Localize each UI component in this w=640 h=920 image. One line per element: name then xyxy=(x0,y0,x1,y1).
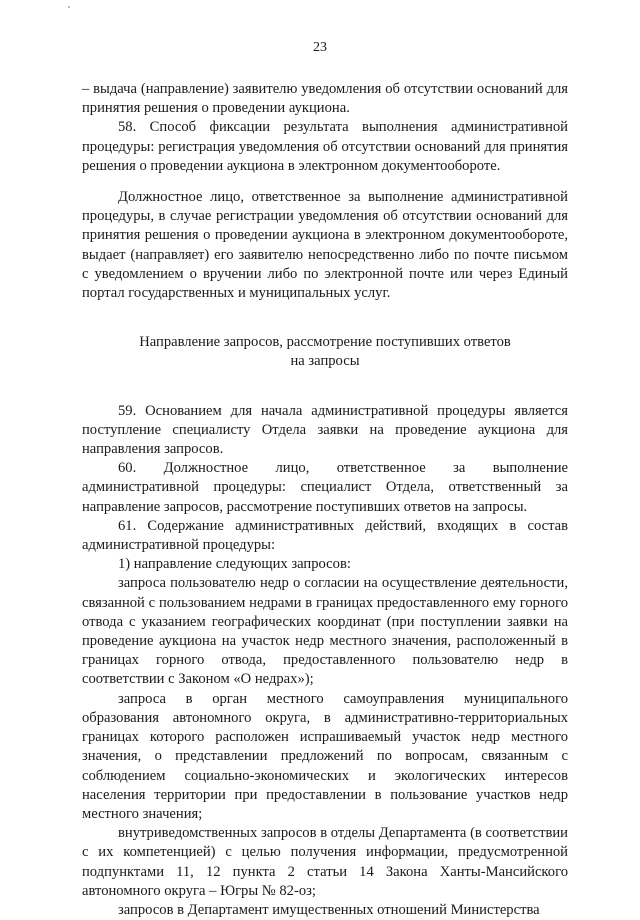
paragraph-official-duty: Должностное лицо, ответственное за выполнение административной процедуры, в случае регистрации уведомления об отсутствии оснований для принятия решения о проведении аукциона в электронном документообороте, выдает (направляет) его заявителю непосредственно либо по почте письмом с уведомлением о вручении либо по электронной почте или через Единый портал государственных и муниципальных услуг. xyxy=(82,189,568,302)
paragraph-58: 58. Способ фиксации результата выполнения административной процедуры: регистрация уведомления об отсутствии оснований для принятия решения о проведении аукциона в электронном документообороте. xyxy=(82,119,568,174)
paragraph-request-local-government: запроса в орган местного самоуправления муниципального образования автономного округа, в административно-территориальных границах которого расположен испрашиваемый участок недр местного значения, о представлении предложений по вопросам, связанным с соблюдением социально-экономических и экологических интересов населения территории при предоставлении в пользование участков недр местного значения; xyxy=(82,690,568,822)
paragraph-property-department-request: запросов в Департамент имущественных отношений Министерства xyxy=(118,901,540,918)
list-item-1: 1) направление следующих запросов: xyxy=(118,556,351,573)
paragraph-request-subsoil-user: запроса пользователю недр о согласии на осуществление деятельности, связанной с пользованием недрами в границах предоставленного ему горного отвода с указанием географических координат (при поступлении заявки на проведение аукциона на участок недр местного значения, расположенный в границах горного отвода, предоставленного пользователю недр в соответствии с Законом «О недрах»); xyxy=(82,575,568,688)
paragraph-60: 60. Должностное лицо, ответственное за выполнение административной процедуры: специалист Отдела, ответственный за направление запросов, рассмотрение поступивших ответов на запросы. xyxy=(82,460,568,515)
section-heading xyxy=(82,333,568,371)
scan-artifact xyxy=(68,6,70,8)
paragraph-59: 59. Основанием для начала административной процедуры является поступление специалисту Отдела заявки на проведение аукциона для направления запросов. xyxy=(82,402,568,458)
paragraph-61: 61. Содержание административных действий, входящих в состав административной процедуры: xyxy=(82,517,568,554)
document-body xyxy=(82,80,568,920)
section-heading-line-1: Направление запросов, рассмотрение поступивших ответов xyxy=(139,334,511,351)
paragraph-issuance: – выдача (направление) заявителю уведомления об отсутствии оснований для принятия решения о проведении аукциона. xyxy=(82,81,568,117)
paragraph-internal-requests: внутриведомственных запросов в отделы Департамента (в соответствии с их компетенцией) с целью получения информации, предусмотренной подпунктами 11, 12 пункта 2 статьи 14 Закона Ханты-Мансийского автономного округа – Югры № 82-оз; xyxy=(82,825,568,899)
page-number: 23 xyxy=(313,40,327,55)
section-heading-line-2: на запросы xyxy=(290,353,360,370)
